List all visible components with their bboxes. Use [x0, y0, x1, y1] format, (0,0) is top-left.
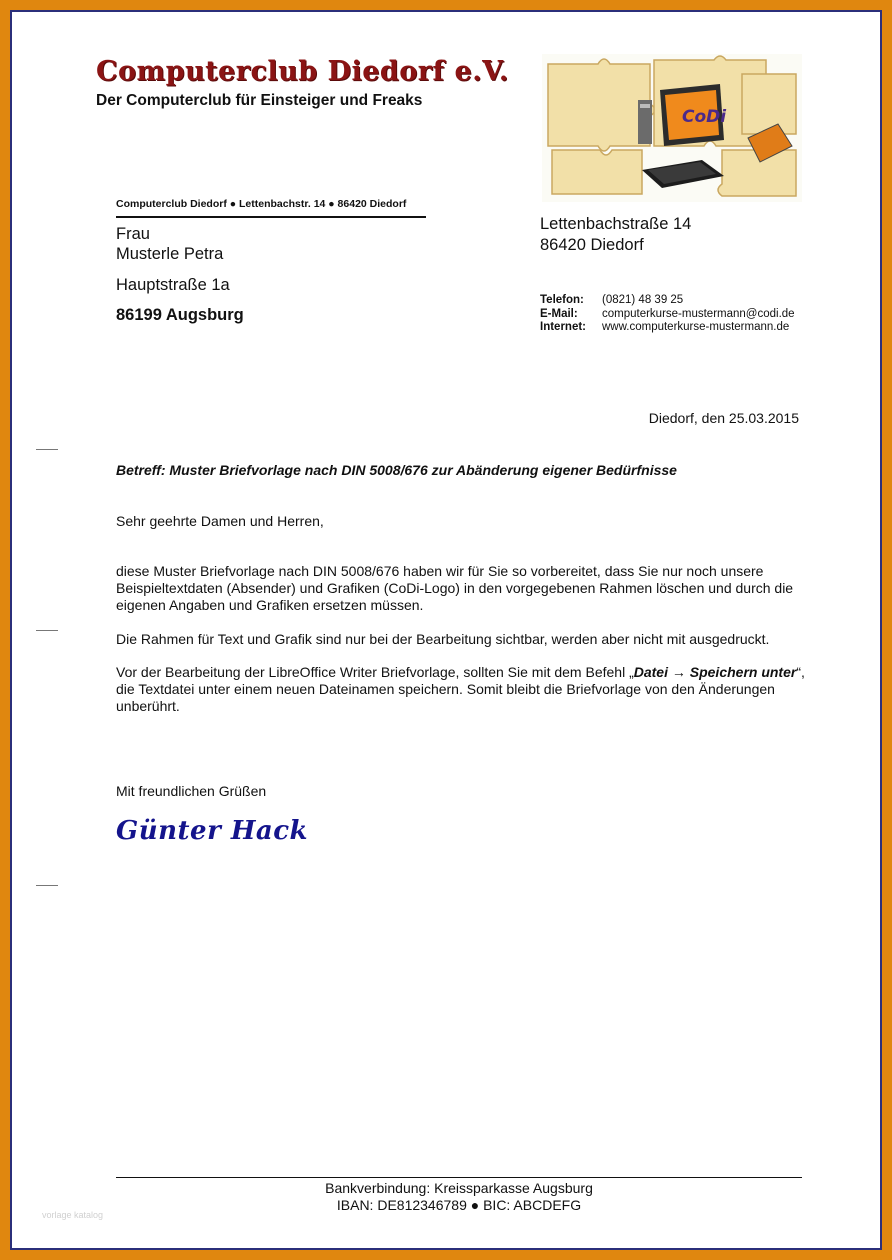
paragraph-3 — [116, 664, 806, 715]
paragraph-3-end: “, die Textdatei unter einem neuen Dateinamen speichern. Somit bleibt die Briefvorlage von den Änderungen unberührt. — [116, 664, 805, 714]
contact-row-phone — [540, 294, 795, 308]
recipient-address — [116, 224, 244, 325]
club-name: Computerclub Diedorf e.V. — [96, 56, 509, 87]
recipient-city: 86199 Augsburg — [116, 306, 244, 324]
club-tagline: Der Computerclub für Einsteiger und Freaks — [96, 92, 423, 109]
paragraph-3-start: Vor der Bearbeitung der LibreOffice Writer Briefvorlage, sollten Sie mit dem Befehl „ — [116, 664, 634, 680]
sender-return-line: Computerclub Diedorf ● Lettenbachstr. 14 ● 86420 Diedorf — [116, 198, 426, 218]
footer-bank-details — [116, 1180, 802, 1214]
contact-label: E-Mail: — [540, 307, 578, 320]
recipient-salutation: Frau — [116, 225, 150, 243]
paragraph-1: diese Muster Briefvorlage nach DIN 5008/676 haben wir für Sie so vorbereitet, dass Sie nur noch unsere Beispieltextdaten (Absender) und Grafiken (CoDi-Logo) in den vorgegebenen Rahmen löschen und durch die eigenen Angaben und Grafiken ersetzen müssen. — [116, 563, 794, 613]
letter-date: Diedorf, den 25.03.2015 — [648, 410, 799, 426]
contact-value: computerkurse-mustermann@codi.de — [602, 307, 795, 320]
paragraph-2: Die Rahmen für Text und Grafik sind nur bei der Bearbeitung sichtbar, werden aber nicht mit ausgedruckt. — [116, 631, 770, 647]
watermark: vorlage katalog — [42, 1210, 104, 1220]
recipient-name: Musterle Petra — [116, 245, 224, 263]
contact-value: www.computerkurse-mustermann.de — [602, 321, 790, 333]
footer-bank: Bankverbindung: Kreissparkasse Augsburg — [325, 1180, 593, 1196]
codi-logo-image — [542, 54, 802, 202]
contact-value: (0821) 48 39 25 — [602, 294, 684, 306]
menu-command-save-as: Datei → Speichern unter — [633, 664, 797, 680]
contact-label: Telefon: — [540, 294, 584, 306]
contact-row-email — [540, 308, 795, 322]
sender-street: Lettenbachstraße 14 — [540, 215, 692, 233]
contact-row-internet — [540, 321, 795, 335]
fold-mark-bottom — [36, 885, 58, 886]
recipient-street: Hauptstraße 1a — [116, 276, 230, 294]
signature: Günter Hack — [116, 816, 309, 846]
letter-closing: Mit freundlichen Grüßen — [116, 783, 267, 799]
sender-city: 86420 Diedorf — [540, 236, 644, 254]
letter-page — [10, 10, 882, 1250]
footer-divider — [116, 1177, 802, 1178]
contact-block — [540, 294, 795, 335]
letter-subject: Betreff: Muster Briefvorlage nach DIN 5008/676 zur Abänderung eigener Bedürfnisse — [116, 462, 677, 478]
punch-mark — [36, 630, 58, 631]
codi-logo-text: CoDi — [682, 107, 727, 127]
sender-address — [540, 214, 691, 256]
contact-label: Internet: — [540, 321, 586, 333]
fold-mark-top — [36, 449, 58, 450]
letter-greeting: Sehr geehrte Damen und Herren, — [116, 513, 324, 529]
footer-iban-bic: IBAN: DE812346789 ● BIC: ABCDEFG — [336, 1197, 582, 1213]
